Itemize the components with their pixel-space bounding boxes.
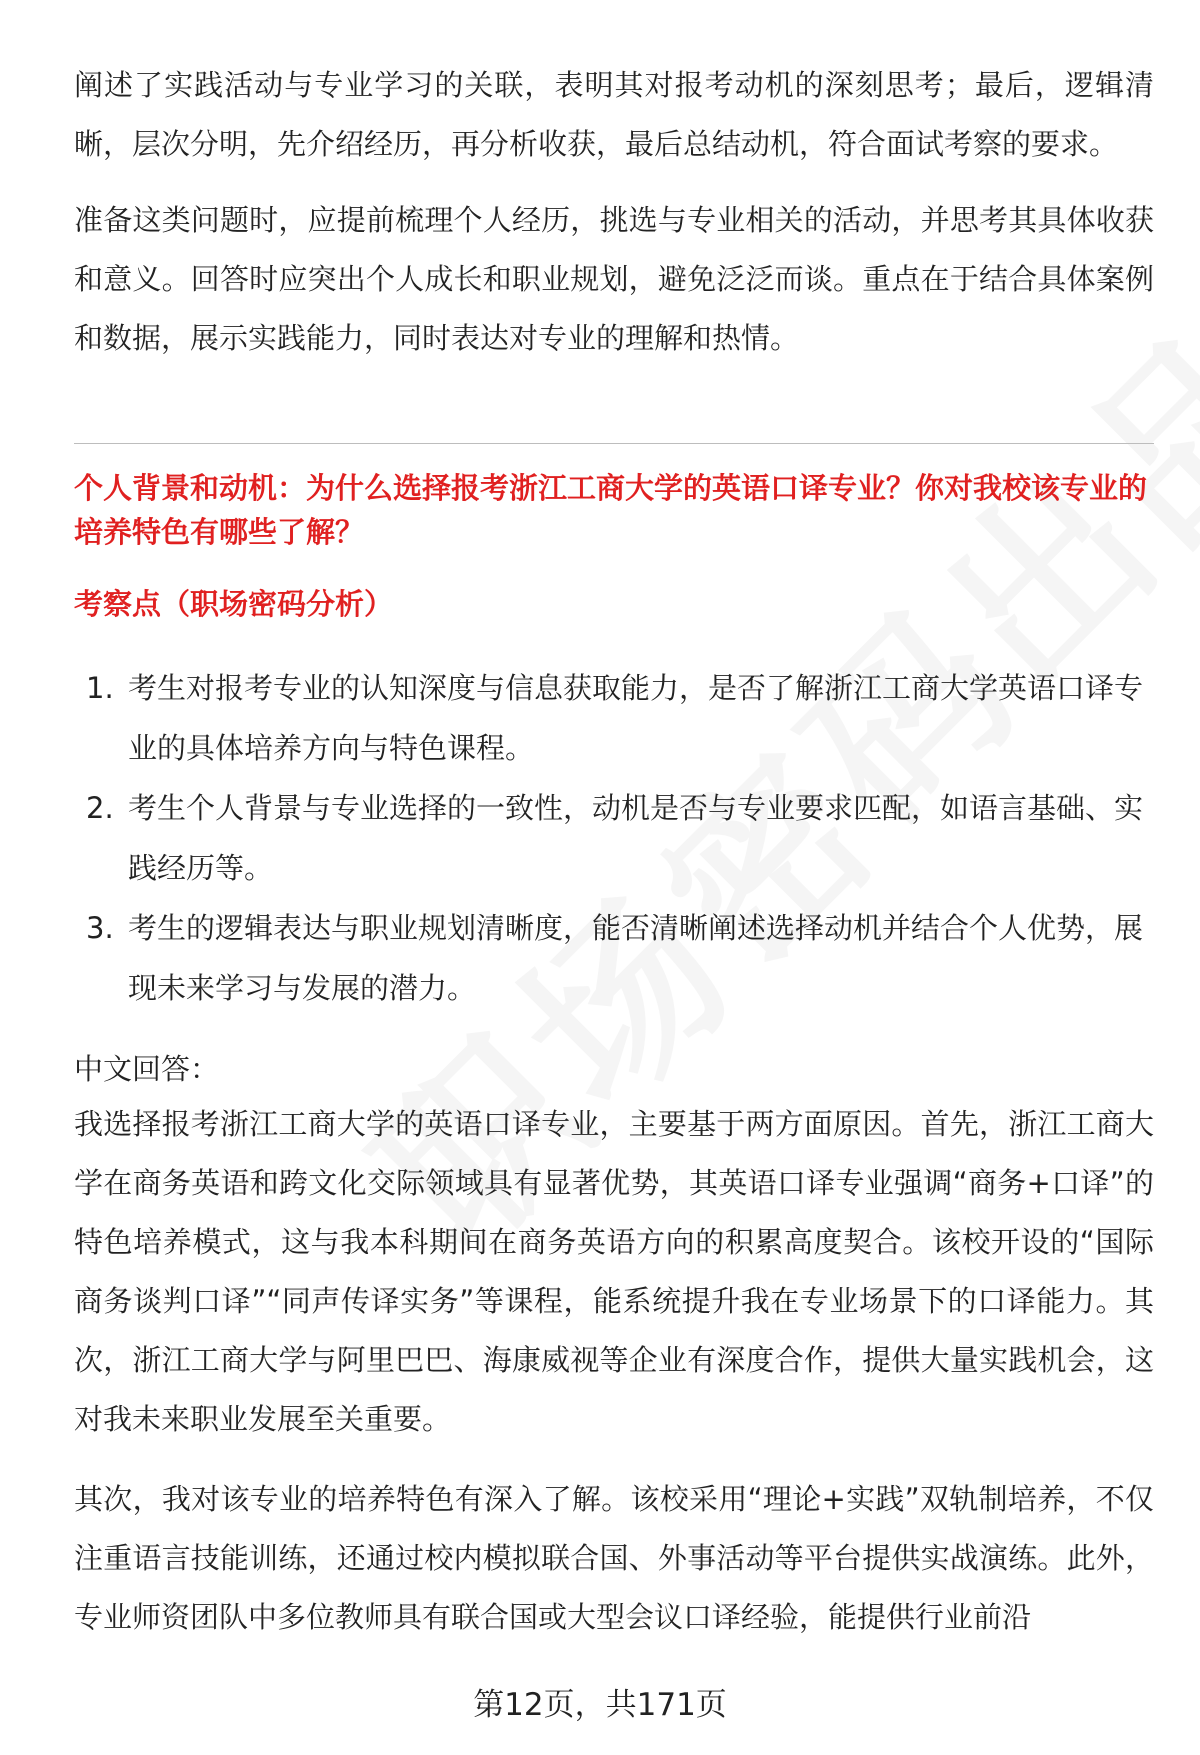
list-number: 3. [86, 911, 114, 945]
section-divider [74, 443, 1154, 444]
list-number: 2. [86, 791, 114, 825]
answer-paragraph-2: 其次，我对该专业的培养特色有深入了解。该校采用“理论+实践”双轨制培养，不仅注重语言技能训练，还通过校内模拟联合国、外事活动等平台提供实战演练。此外，专业师资团队中多位教师具有联合国或大型会议口译经验，能提供行业前沿 [74, 1482, 1154, 1634]
list-item [74, 658, 1154, 778]
answer-label: 中文回答： [74, 1052, 220, 1086]
list-item-text: 考生的逻辑表达与职业规划清晰度，能否清晰阐述选择动机并结合个人优势，展现未来学习与发展的潜力。 [128, 911, 1144, 1005]
section-title: 考察点（职场密码分析） [74, 587, 394, 621]
list-item-text: 考生对报考专业的认知深度与信息获取能力，是否了解浙江工商大学英语口译专业的具体培养方向与特色课程。 [128, 671, 1144, 765]
answer-paragraph-1: 我选择报考浙江工商大学的英语口译专业，主要基于两方面原因。首先，浙江工商大学在商务英语和跨文化交际领域具有显著优势，其英语口译专业强调“商务+口译”的特色培养模式，这与我本科期间在商务英语方向的积累高度契合。该校开设的“国际商务谈判口译”“同声传译实务”等课程，能系统提升我在专业场景下的口译能力。其次，浙江工商大学与阿里巴巴、海康威视等企业有深度合作，提供大量实践机会，这对我未来职业发展至关重要。 [74, 1107, 1154, 1436]
list-number: 1. [86, 671, 114, 705]
page-number: 第12页，共171页 [473, 1687, 727, 1723]
list-item [74, 778, 1154, 898]
intro-paragraph-2: 准备这类问题时，应提前梳理个人经历，挑选与专业相关的活动，并思考其具体收获和意义。回答时应突出个人成长和职业规划，避免泛泛而谈。重点在于结合具体案例和数据，展示实践能力，同时表达对专业的理解和热情。 [74, 203, 1154, 355]
points-list [74, 658, 1154, 1018]
question-title: 个人背景和动机：为什么选择报考浙江工商大学的英语口译专业？你对我校该专业的培养特色有哪些了解？ [74, 471, 1148, 549]
intro-paragraph-1: 阐述了实践活动与专业学习的关联，表明其对报考动机的深刻思考；最后，逻辑清晰，层次分明，先介绍经历，再分析收获，最后总结动机，符合面试考察的要求。 [74, 68, 1154, 161]
list-item-text: 考生个人背景与专业选择的一致性，动机是否与专业要求匹配，如语言基础、实践经历等。 [128, 791, 1144, 885]
list-item [74, 898, 1154, 1018]
